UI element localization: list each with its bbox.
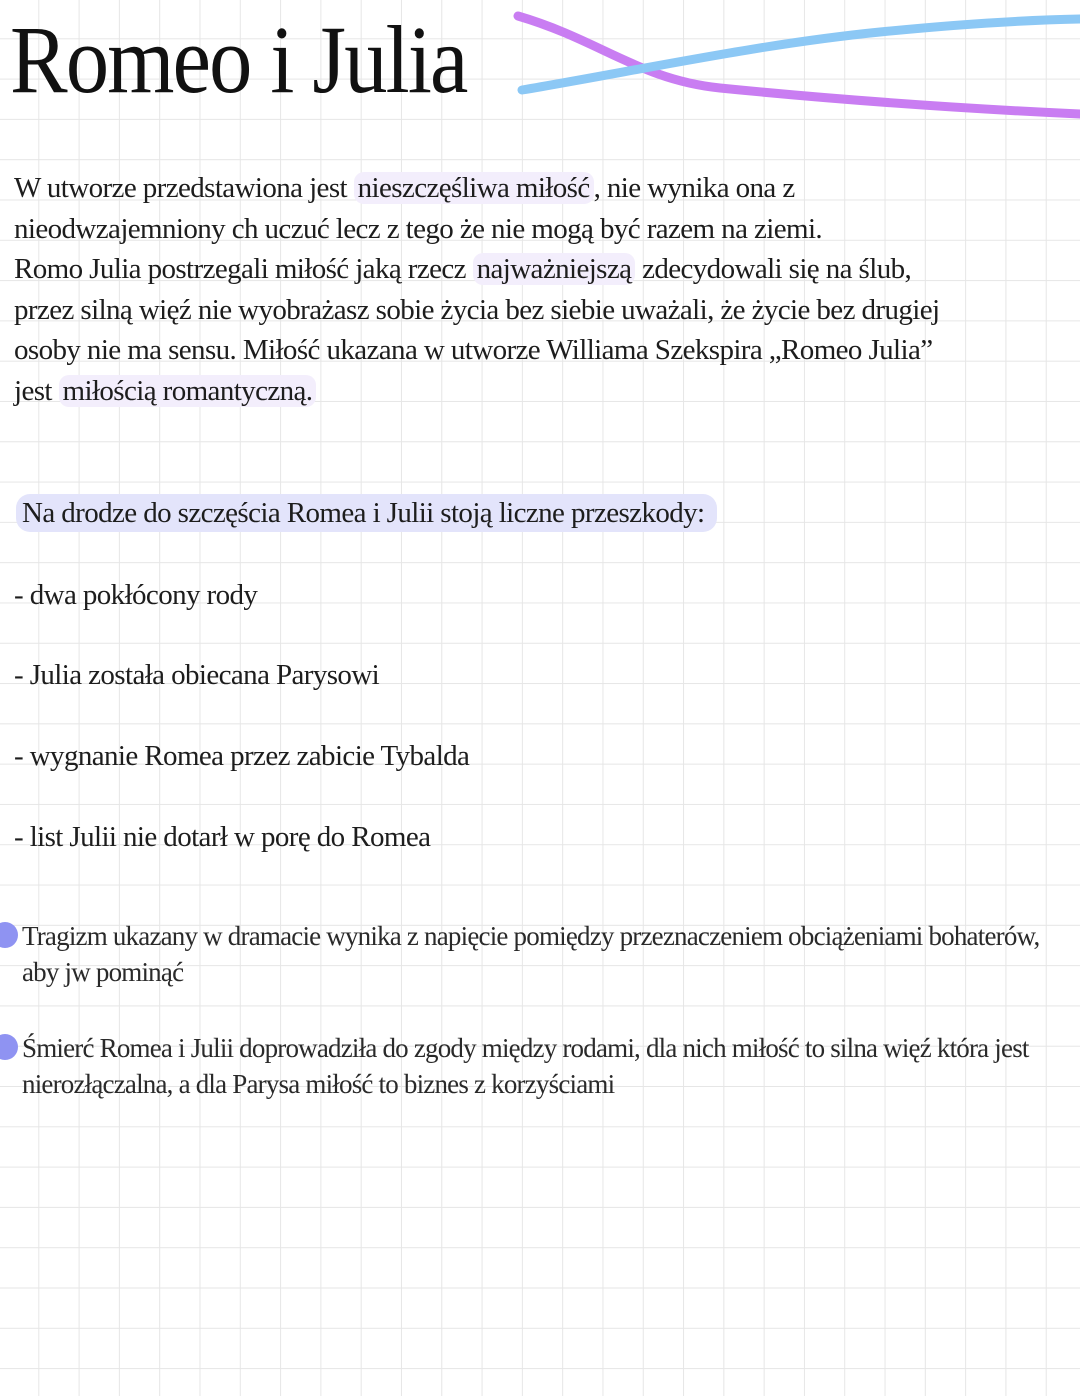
highlight-most-important: najważniejszą <box>473 253 636 285</box>
obstacle-item: - list Julii nie dotarł w porę do Romea <box>14 821 431 853</box>
intro-line1-post: , nie wynika ona z <box>593 172 795 204</box>
intro-line6-pre: jest <box>14 374 59 407</box>
obstacle-item: - dwa pokłócony rody <box>14 579 258 611</box>
highlight-unhappy-love: nieszczęśliwa miłość <box>354 172 594 204</box>
intro-line: nieodwzajemniony ch uczuć lecz z tego że nie mogą być razem na ziemi. <box>14 212 823 245</box>
obstacle-item: - wygnanie Romea przez zabicie Tybalda <box>14 740 470 772</box>
obstacle-item: - Julia została obiecana Parysowi <box>14 659 380 691</box>
intro-line <box>14 249 1054 290</box>
intro-line: osoby nie ma sensu. Miłość ukazana w utworze Williama Szekspira „Romeo Julia” <box>14 334 933 366</box>
intro-line3-pre: Romo Julia postrzegali miłość jaką rzecz <box>14 253 473 285</box>
blue-brush-stroke <box>522 19 1080 90</box>
intro-line: przez silną więź nie wyobrażasz sobie życia bez siebie uważali, że życie bez drugiej <box>14 293 940 326</box>
highlight-romantic-love: miłością romantyczną. <box>59 375 317 407</box>
intro-line3-post: zdecydowali się na ślub, <box>635 253 912 285</box>
intro-line1-pre: W utworze przedstawiona jest <box>14 172 354 204</box>
intro-paragraph <box>14 168 1054 411</box>
note-death-reconciliation: Śmierć Romea i Julii doprowadziła do zgody między rodami, dla nich miłość to silna więź która jest nierozłączalna, a dla Parysa miłość to biznes z korzyściami <box>22 1033 1029 1099</box>
purple-brush-stroke <box>518 16 1080 114</box>
intro-line <box>14 371 1054 412</box>
note-tragism: Tragizm ukazany w dramacie wynika z napięcie pomiędzy przeznaczeniem obciążeniami bohaterów, aby jw pominąć <box>22 921 1040 987</box>
bullet-dot <box>0 1034 18 1060</box>
intro-line <box>14 168 1054 209</box>
page-title: Romeo i Julia <box>10 6 467 113</box>
obstacles-heading: Na drodze do szczęścia Romea i Julii stoją liczne przeszkody: <box>16 494 717 532</box>
bullet-dot <box>0 922 18 948</box>
